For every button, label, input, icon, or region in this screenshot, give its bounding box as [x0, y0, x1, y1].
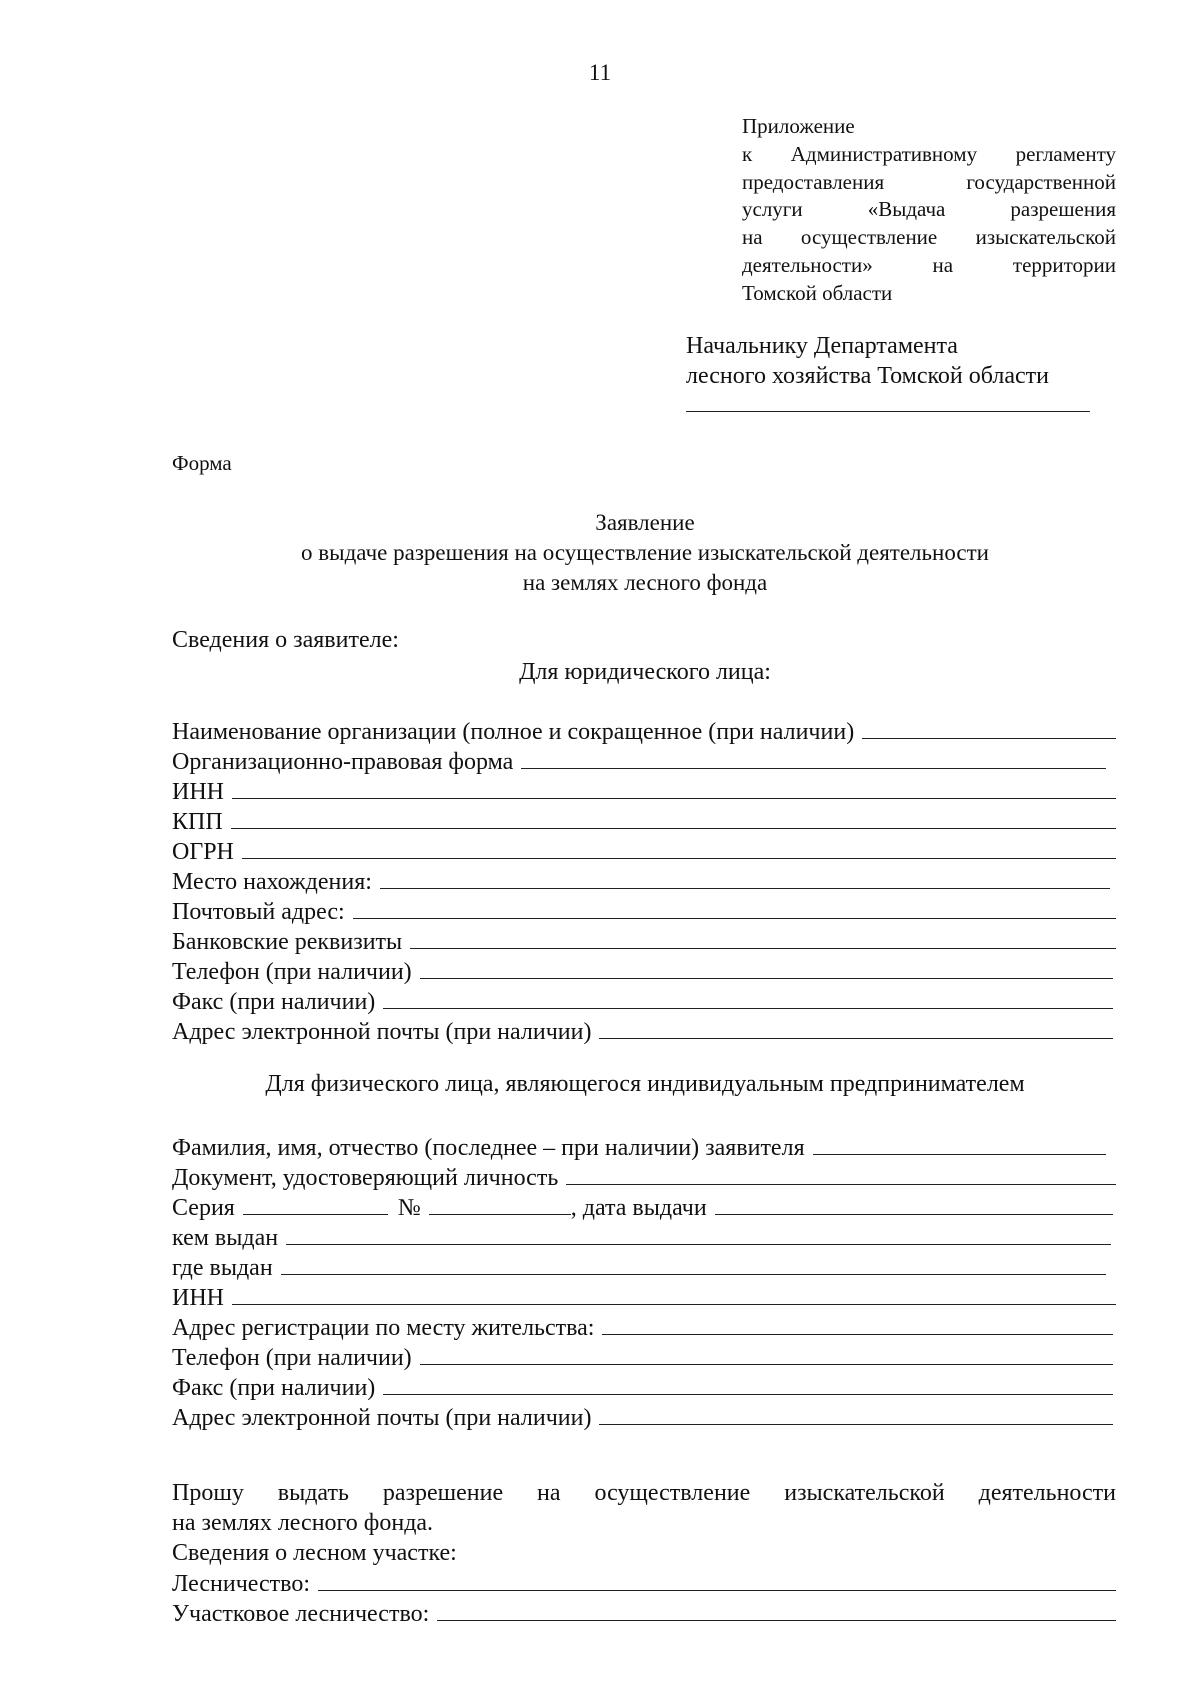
legal-form-row	[172, 746, 1116, 776]
applicant-heading: Сведения о заявителе:	[172, 627, 399, 653]
email-field[interactable]	[599, 1016, 1113, 1039]
field-label: Адрес электронной почты (при наличии)	[172, 1019, 592, 1045]
field-label: КПП	[172, 809, 223, 835]
title-line: на землях лесного фонда	[522, 570, 768, 595]
bank-details-row	[172, 926, 1116, 956]
field-label: Почтовый адрес:	[172, 899, 345, 925]
kpp-row	[172, 806, 1116, 836]
location-field[interactable]	[380, 866, 1110, 889]
appendix-line: Приложение	[742, 114, 855, 138]
field-label: ИНН	[172, 1285, 224, 1311]
postal-address-field[interactable]	[353, 896, 1116, 919]
legal-form-field[interactable]	[521, 746, 1106, 769]
number-field[interactable]	[429, 1192, 571, 1215]
inn-field[interactable]	[232, 776, 1116, 799]
individual-email-field[interactable]	[599, 1402, 1113, 1425]
addressee-line: лесного хозяйства Томской области	[686, 363, 1049, 389]
issued-where-field[interactable]	[281, 1252, 1106, 1275]
forestry-field[interactable]	[318, 1568, 1116, 1591]
field-label: Участковое лесничество:	[172, 1601, 430, 1627]
field-label: Факс (при наличии)	[172, 1375, 376, 1401]
registration-address-field[interactable]	[602, 1312, 1113, 1335]
series-field[interactable]	[243, 1192, 388, 1215]
postal-address-row	[172, 896, 1116, 926]
request-text-line: Прошу выдать разрешение на осуществление изыскательской деятельности	[172, 1480, 1116, 1506]
issued-where-row	[172, 1252, 1116, 1282]
appendix-line: предоставления государственной	[742, 169, 1116, 194]
field-label: Место нахождения:	[172, 869, 372, 895]
field-label: Адрес регистрации по месту жительства:	[172, 1315, 595, 1341]
kpp-field[interactable]	[231, 806, 1116, 829]
page-number: 11	[588, 60, 612, 85]
issued-by-row	[172, 1222, 1116, 1252]
legal-entity-heading: Для юридического лица:	[519, 659, 771, 685]
field-label: Наименование организации (полное и сокращенное (при наличии)	[172, 719, 855, 745]
ogrn-field[interactable]	[242, 836, 1116, 859]
appendix-line: деятельности» на территории	[742, 252, 1116, 277]
form-label: Форма	[172, 451, 232, 475]
org-name-row	[172, 716, 1116, 746]
appendix-line: услуги «Выдача разрешения	[742, 197, 1116, 222]
id-document-row	[172, 1162, 1116, 1192]
district-forestry-field[interactable]	[437, 1598, 1116, 1621]
field-label: Фамилия, имя, отчество (последнее – при наличии) заявителя	[172, 1135, 805, 1161]
issue-date-field[interactable]	[715, 1192, 1113, 1215]
title-line: Заявление	[595, 510, 695, 535]
field-label: Телефон (при наличии)	[172, 1345, 412, 1371]
appendix-block	[742, 113, 1116, 308]
individual-fax-row	[172, 1372, 1116, 1402]
field-label: Телефон (при наличии)	[172, 959, 412, 985]
field-label: Банковские реквизиты	[172, 929, 403, 955]
forestry-row	[172, 1568, 1116, 1598]
individual-inn-row	[172, 1282, 1116, 1312]
individual-inn-field[interactable]	[232, 1282, 1116, 1305]
inn-row	[172, 776, 1116, 806]
email-row	[172, 1016, 1116, 1046]
field-label: Лесничество:	[172, 1571, 310, 1597]
appendix-line: к Административному регламенту	[742, 141, 1116, 166]
field-label: где выдан	[172, 1255, 273, 1281]
fax-field[interactable]	[383, 986, 1113, 1009]
field-label: Серия	[172, 1195, 235, 1221]
field-label: , дата выдачи	[570, 1195, 707, 1221]
plot-heading: Сведения о лесном участке:	[172, 1540, 457, 1566]
field-label: ИНН	[172, 779, 224, 805]
individual-email-row	[172, 1402, 1116, 1432]
addressee-name-field[interactable]	[686, 391, 1090, 412]
field-label: Факс (при наличии)	[172, 989, 376, 1015]
field-label: Адрес электронной почты (при наличии)	[172, 1405, 592, 1431]
request-section	[172, 1478, 1116, 1628]
title-line: о выдаче разрешения на осуществление изыскательской деятельности	[301, 540, 989, 565]
legal-entity-section	[172, 716, 1116, 1046]
individual-section	[172, 1132, 1116, 1432]
registration-address-row	[172, 1312, 1116, 1342]
full-name-field[interactable]	[813, 1132, 1106, 1155]
field-label: ОГРН	[172, 839, 234, 865]
bank-details-field[interactable]	[410, 926, 1116, 949]
request-text-line: на землях лесного фонда.	[172, 1510, 434, 1536]
individual-heading: Для физического лица, являющегося индивидуальным предпринимателем	[265, 1071, 1025, 1097]
appendix-line: Томской области	[742, 280, 893, 305]
district-forestry-row	[172, 1598, 1116, 1628]
field-label: кем выдан	[172, 1225, 279, 1251]
field-label: Организационно-правовая форма	[172, 749, 514, 775]
org-name-field[interactable]	[862, 716, 1116, 739]
fax-row	[172, 986, 1116, 1016]
field-label: №	[397, 1195, 421, 1221]
individual-fax-field[interactable]	[383, 1372, 1113, 1395]
document-title	[0, 508, 1200, 598]
ogrn-row	[172, 836, 1116, 866]
passport-row	[172, 1192, 1116, 1222]
individual-phone-field[interactable]	[420, 1342, 1113, 1365]
addressee-line: Начальнику Департамента	[686, 333, 958, 359]
id-document-field[interactable]	[566, 1162, 1116, 1185]
individual-phone-row	[172, 1342, 1116, 1372]
issued-by-field[interactable]	[286, 1222, 1111, 1245]
appendix-line: на осуществление изыскательской	[742, 225, 1116, 250]
field-label: Документ, удостоверяющий личность	[172, 1165, 559, 1191]
phone-field[interactable]	[420, 956, 1113, 979]
phone-row	[172, 956, 1116, 986]
addressee-block	[686, 331, 1116, 412]
full-name-row	[172, 1132, 1116, 1162]
location-row	[172, 866, 1116, 896]
